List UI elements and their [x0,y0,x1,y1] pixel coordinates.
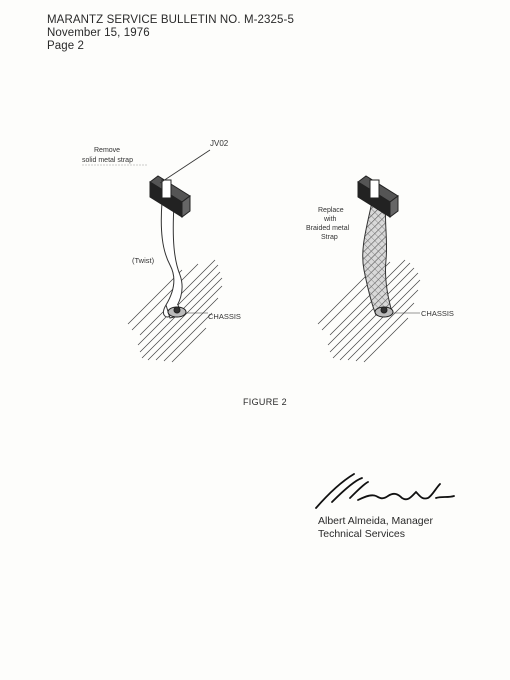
remove-callout-line2: solid metal strap [82,157,133,164]
left-solid-strap [161,202,182,318]
left-chassis-label: CHASSIS [208,312,241,321]
twist-label: (Twist) [132,256,155,265]
bulletin-header [47,14,294,53]
signatory-name: Albert Almeida, Manager [318,515,433,527]
jv02-leader-line [160,150,210,183]
replace-callout-line3: Braided metal [306,225,350,232]
jv02-label: JV02 [210,139,229,148]
right-chassis-label: CHASSIS [421,309,454,318]
signatory [318,515,433,541]
signature-image [312,470,462,515]
replace-callout-line4: Strap [321,234,338,241]
remove-callout-line1: Remove [94,147,121,154]
bulletin-number: MARANTZ SERVICE BULLETIN NO. M-2325-5 [47,14,294,26]
signatory-title: Technical Services [318,528,405,540]
left-ground-lug [168,307,186,317]
right-ground-lug [375,307,393,317]
page-number: Page 2 [47,40,85,52]
figure-caption: FIGURE 2 [243,397,287,407]
bulletin-date: November 15, 1976 [47,27,150,39]
replace-callout-line1: Replace [318,207,344,214]
replace-callout-line2: with [324,216,337,223]
figure-2-illustration [0,120,510,390]
